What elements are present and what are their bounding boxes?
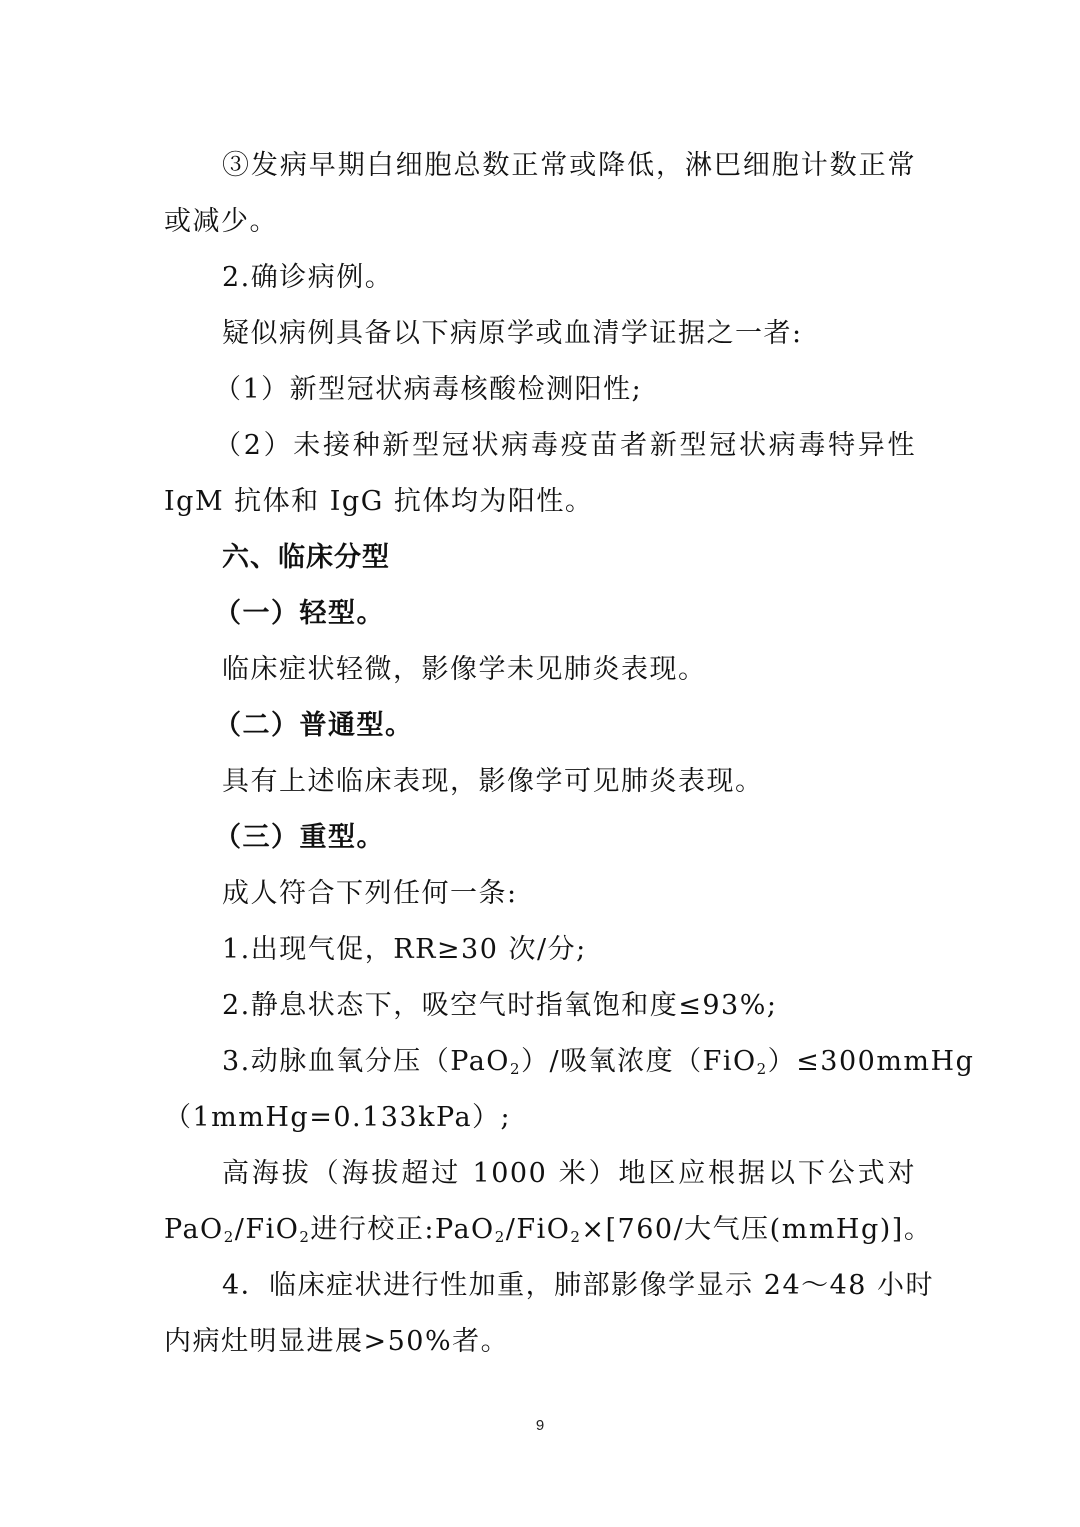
- text-run: ）≤300mmHg: [767, 1046, 975, 1077]
- paragraph-line: 或减少。: [164, 206, 278, 237]
- list-item: （1）新型冠状病毒核酸检测阳性;: [214, 374, 643, 405]
- paragraph-line: 疑似病例具备以下病原学或血清学证据之一者:: [222, 318, 803, 349]
- paragraph-line: IgM 抗体和 IgG 抗体均为阳性。: [164, 486, 594, 517]
- list-item: （2）未接种新型冠状病毒疫苗者新型冠状病毒特异性: [214, 430, 916, 461]
- subscript: 2: [756, 1060, 768, 1078]
- subsection-heading: （二）普通型。: [214, 710, 414, 741]
- document-body: [164, 138, 975, 1370]
- section-heading: 六、临床分型: [222, 542, 390, 573]
- subscript: 2: [494, 1228, 506, 1246]
- subscript: 2: [570, 1228, 582, 1246]
- subsection-heading: （三）重型。: [214, 822, 385, 853]
- subscript: 2: [509, 1060, 521, 1078]
- text-run: 3.动脉血氧分压（PaO: [222, 1046, 510, 1077]
- text-run: 进行校正:PaO: [310, 1214, 495, 1245]
- subscript: 2: [223, 1228, 235, 1246]
- text-run: /FiO: [505, 1214, 571, 1245]
- subscript: 2: [299, 1228, 311, 1246]
- text-run: PaO: [164, 1214, 224, 1245]
- paragraph-line: 高海拔（海拔超过 1000 米）地区应根据以下公式对: [222, 1158, 916, 1189]
- paragraph-line: （1mmHg=0.133kPa）;: [164, 1102, 512, 1133]
- list-item: 2.静息状态下，吸空气时指氧饱和度≤93%;: [222, 990, 778, 1021]
- text-run: /FiO: [234, 1214, 300, 1245]
- text-run: ）/吸氧浓度（FiO: [521, 1046, 757, 1077]
- paragraph-line: 成人符合下列任何一条:: [222, 878, 518, 909]
- paragraph-line: 临床症状轻微，影像学未见肺炎表现。: [222, 654, 707, 685]
- list-item: 1.出现气促，RR≥30 次/分;: [222, 934, 587, 965]
- list-item: [164, 1034, 975, 1090]
- list-item: 4．临床症状进行性加重，肺部影像学显示 24～48 小时: [222, 1270, 935, 1301]
- paragraph-line: [164, 1202, 933, 1258]
- subsection-heading: （一）轻型。: [214, 598, 385, 629]
- paragraph-line: 具有上述临床表现，影像学可见肺炎表现。: [222, 766, 764, 797]
- paragraph-line: ③发病早期白细胞总数正常或降低，淋巴细胞计数正常: [222, 150, 916, 181]
- text-run: ×[760/大气压(mmHg)]。: [581, 1214, 933, 1245]
- paragraph-line: 内病灶明显进展>50%者。: [164, 1326, 510, 1357]
- paragraph-line: 2.确诊病例。: [222, 262, 394, 293]
- page-number: 9: [535, 1417, 545, 1434]
